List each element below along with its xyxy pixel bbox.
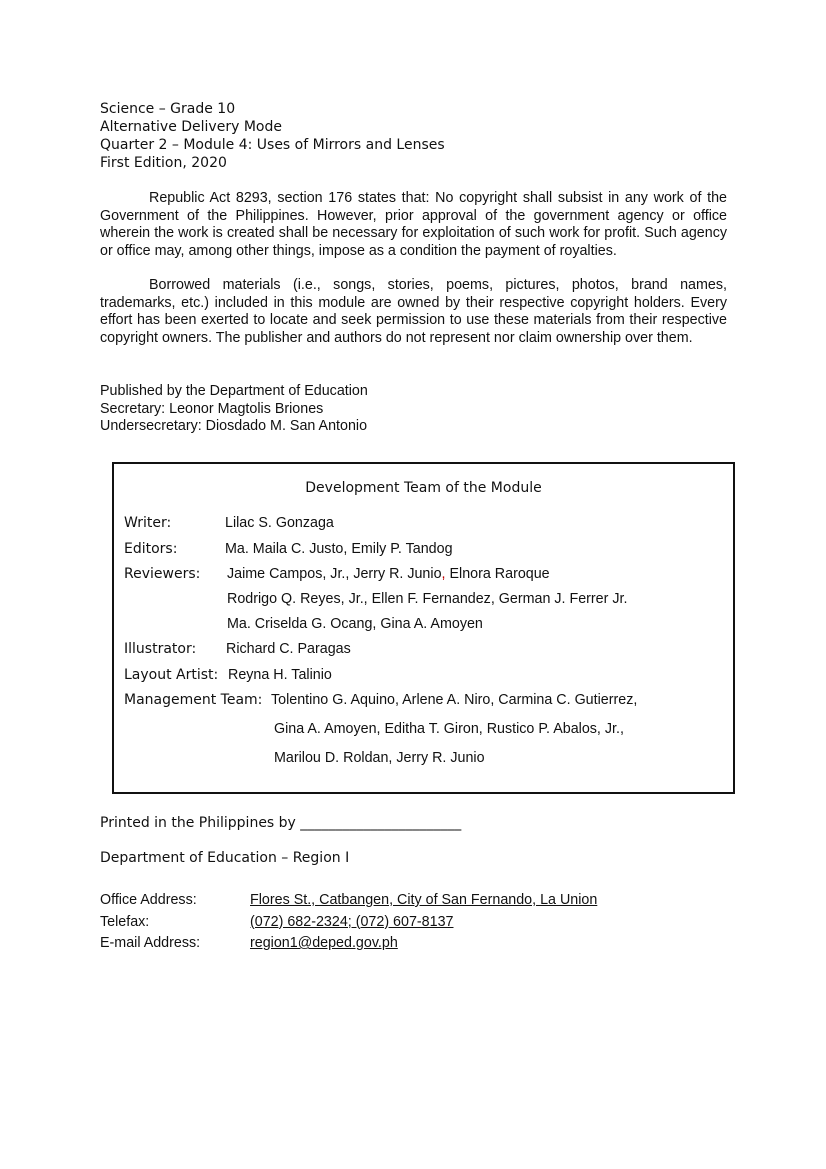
management-names-2: Gina A. Amoyen, Editha T. Giron, Rustico P. Abalos, Jr.,	[274, 721, 624, 737]
delivery-mode: Alternative Delivery Mode	[100, 119, 282, 135]
secretary: Secretary: Leonor Magtolis Briones	[100, 400, 324, 417]
region-name: Department of Education – Region I	[100, 850, 350, 866]
email-link[interactable]: region1@deped.gov.ph	[250, 935, 398, 951]
module-header	[100, 100, 445, 172]
team-title: Development Team of the Module	[305, 480, 542, 496]
telefax-label: Telefax:	[100, 913, 150, 930]
writer-name: Lilac S. Gonzaga	[225, 515, 334, 531]
edition: First Edition, 2020	[100, 155, 227, 171]
layout-artist-label: Layout Artist:	[124, 667, 219, 683]
reviewers-names-3: Ma. Criselda G. Ocang, Gina A. Amoyen	[227, 616, 483, 632]
editors-names: Ma. Maila C. Justo, Emily P. Tandog	[225, 541, 453, 557]
editors-label: Editors:	[124, 541, 178, 557]
borrowed-materials-notice: Borrowed materials (i.e., songs, stories, poems, pictures, photos, brand names, trademarks, etc.) included in this module are owned by their respective copyright holders. Every effort has been exerted to locate and seek permission to use these materials from their respective copyright owners. The publisher and authors do not represent nor claim ownership over them.	[100, 277, 727, 346]
management-names-3: Marilou D. Roldan, Jerry R. Junio	[274, 750, 485, 766]
illustrator-label: Illustrator:	[124, 641, 197, 657]
layout-artist-name: Reyna H. Talinio	[228, 667, 332, 683]
development-team-box	[112, 462, 735, 794]
office-address-label: Office Address:	[100, 892, 197, 908]
email-row	[100, 933, 700, 955]
undersecretary: Undersecretary: Diosdado M. San Antonio	[100, 418, 368, 434]
published-by: Published by the Department of Education	[100, 383, 368, 399]
telefax-row	[100, 912, 700, 934]
email-label: E-mail Address:	[100, 935, 201, 951]
reviewers-names-1: Jaime Campos, Jr., Jerry R. Junio, Elnora Raroque	[227, 566, 550, 582]
reviewers-names-2: Rodrigo Q. Reyes, Jr., Ellen F. Fernandez, German J. Ferrer Jr.	[227, 591, 628, 607]
reviewers-label: Reviewers:	[124, 566, 201, 582]
illustrator-name: Richard C. Paragas	[226, 641, 351, 657]
printed-by: Printed in the Philippines by _______________________	[100, 815, 462, 831]
copyright-notice: Republic Act 8293, section 176 states that: No copyright shall subsist in any work of the Government of the Philippines. However, prior approval of the government agency or office wherein the work is created shall be necessary for exploitation of such work for profit. Such agency or office may, among other things, impose as a condition the payment of royalties.	[100, 190, 727, 259]
management-label: Management Team:	[124, 692, 263, 708]
office-address-row	[100, 890, 700, 912]
telefax-link[interactable]: (072) 682-2324; (072) 607-8137	[250, 913, 454, 930]
writer-label: Writer:	[124, 515, 172, 531]
module-title: Quarter 2 – Module 4: Uses of Mirrors and Lenses	[100, 137, 445, 153]
contact-info	[100, 890, 700, 955]
office-address-link[interactable]: Flores St., Catbangen, City of San Fernando, La Union	[250, 892, 598, 908]
subject-grade: Science – Grade 10	[100, 101, 236, 117]
management-names-1: Tolentino G. Aquino, Arlene A. Niro, Carmina C. Gutierrez,	[271, 692, 638, 708]
publisher-info	[100, 383, 368, 436]
